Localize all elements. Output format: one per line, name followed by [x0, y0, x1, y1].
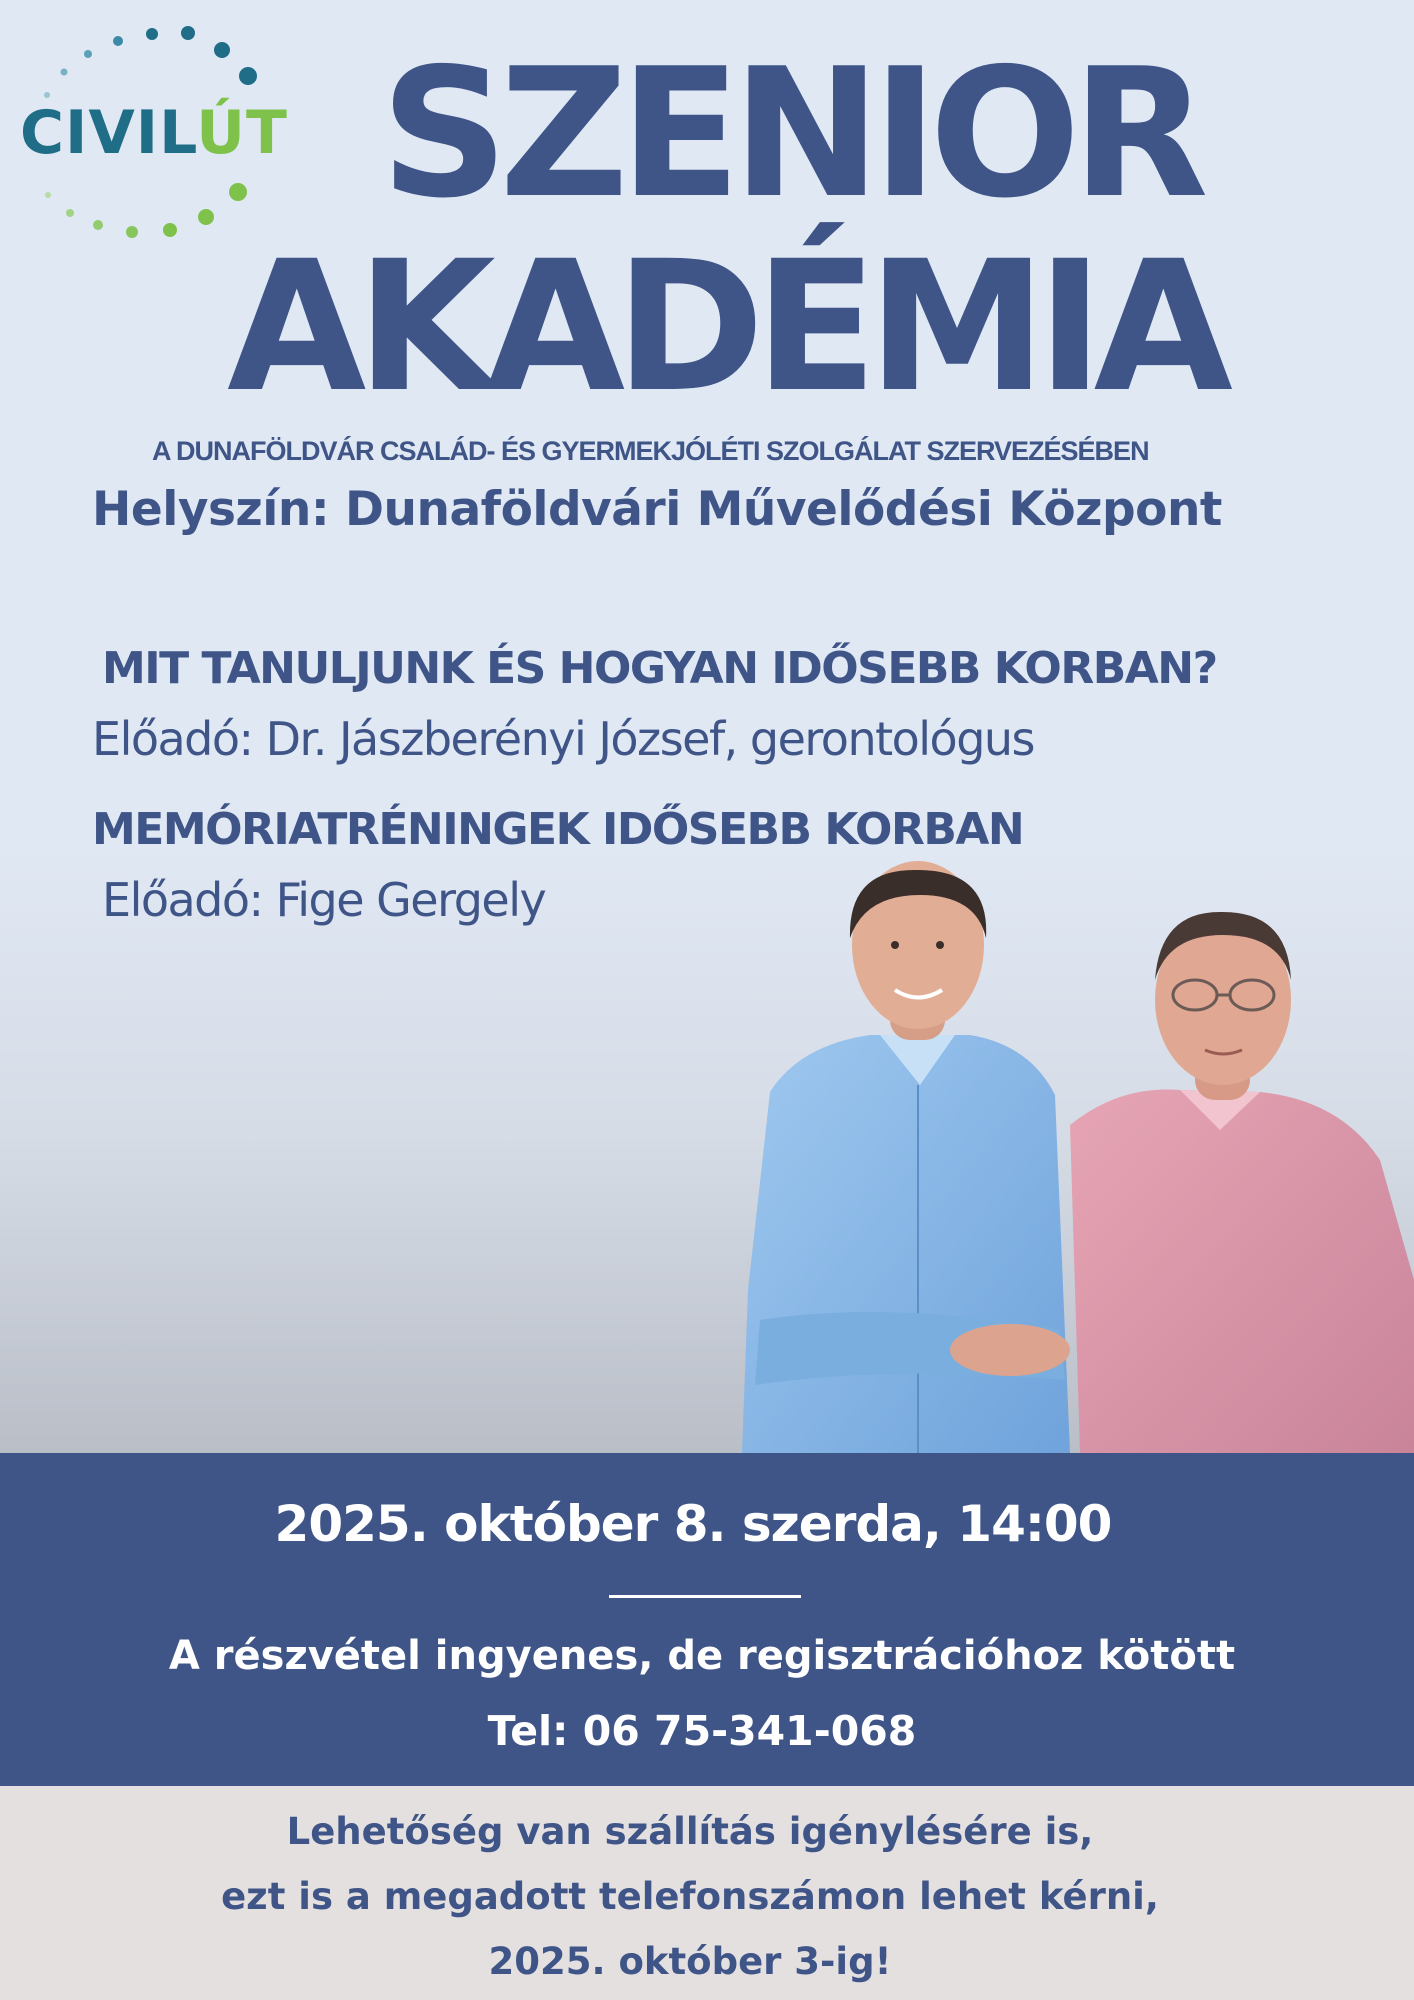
speaker-left-figure: [742, 861, 1070, 1453]
footer-line-3: 2025. október 3-ig!: [488, 1940, 892, 1983]
phone-number: Tel: 06 75-341-068: [487, 1707, 917, 1755]
organizer-line: A DUNAFÖLDVÁR CSALÁD- ÉS GYERMEKJÓLÉTI SZOLGÁLAT SZERVEZÉSÉBEN: [152, 436, 1149, 466]
speakers-photo: [740, 860, 1414, 1453]
logo-text-ut: ÚT: [196, 98, 288, 168]
venue-line: Helyszín: Dunaföldvári Művelődési Központ: [92, 482, 1222, 537]
logo-text-civil: CIVIL: [20, 98, 197, 168]
talk-1-speaker: Előadó: Dr. Jászberényi József, gerontológus: [92, 712, 1035, 766]
participation-note: A részvétel ingyenes, de regisztrációhoz kötött: [168, 1633, 1236, 1679]
speaker-right-figure: [1070, 912, 1414, 1453]
event-date: 2025. október 8. szerda, 14:00: [274, 1495, 1112, 1553]
band-divider: [609, 1595, 801, 1598]
talk-1-title: MIT TANULJUNK ÉS HOGYAN IDŐSEBB KORBAN?: [102, 643, 1217, 694]
footer-line-2: ezt is a megadott telefonszámon lehet kérni,: [221, 1875, 1159, 1918]
title-line-1: SZENIOR: [380, 30, 1200, 237]
title-line-2: AKADÉMIA: [227, 223, 1223, 432]
footer-line-1: Lehetőség van szállítás igénylésére is,: [286, 1810, 1094, 1853]
talk-2-speaker: Előadó: Fige Gergely: [102, 873, 546, 927]
talk-2-title: MEMÓRIATRÉNINGEK IDŐSEBB KORBAN: [92, 804, 1024, 855]
